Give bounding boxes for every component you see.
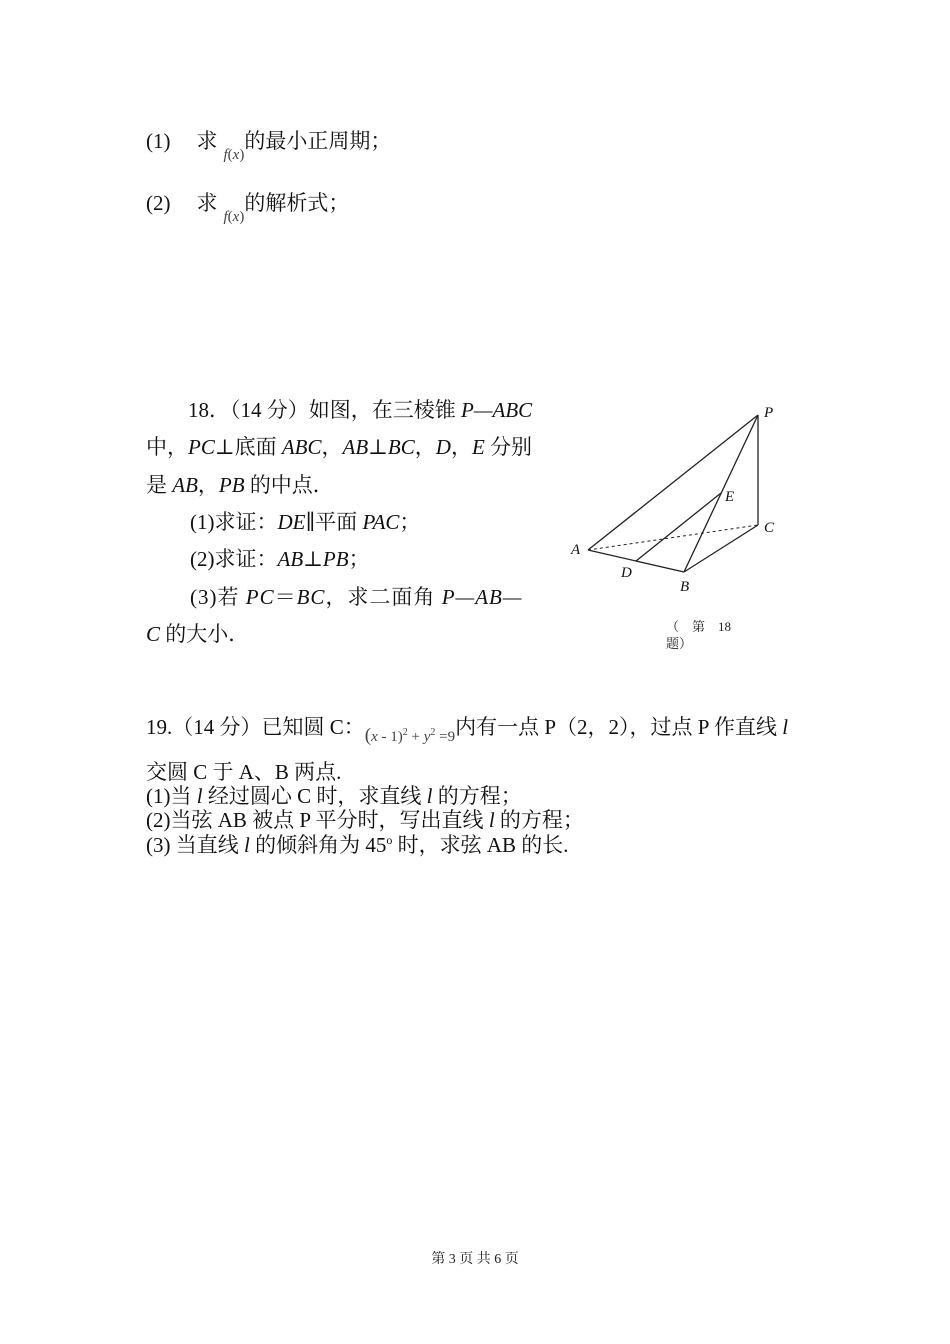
text: ＝ <box>274 585 297 609</box>
text: ； <box>348 547 370 571</box>
part-number: (2) <box>146 191 171 215</box>
eq-text: =9 <box>435 729 456 745</box>
math-var: l <box>426 784 433 808</box>
math-var: C <box>146 622 161 646</box>
text: (3)若 <box>190 585 246 609</box>
text: (1)求证： <box>190 510 278 534</box>
text: ∥平面 <box>305 510 363 534</box>
edge-AP <box>588 415 758 550</box>
eq-text: - 1) <box>377 729 403 745</box>
q18-sub3 <box>190 587 523 608</box>
q19-sub2 <box>146 810 584 831</box>
text: ⊥ <box>368 435 388 459</box>
label-E: E <box>725 489 735 505</box>
math-var: BC <box>296 585 326 609</box>
label-C: C <box>764 520 775 536</box>
text: 是 <box>146 473 173 497</box>
text: ， <box>414 435 436 459</box>
text: 的倾斜角为 45 <box>249 833 387 857</box>
text: ； <box>399 510 421 534</box>
q18-heading: 18．（14 分）如图，在三棱锥 <box>188 398 461 422</box>
q18-line3 <box>146 475 334 496</box>
eq-exponent: 2 <box>430 727 436 738</box>
text: 经过圆心 C 时，求直线 <box>202 784 427 808</box>
math-var: D <box>435 435 451 459</box>
math-var: AB <box>277 547 304 571</box>
part-number: (1) <box>146 129 171 153</box>
label-B: B <box>680 579 690 595</box>
math-var: PC <box>245 585 275 609</box>
q18-sub3-cont <box>146 624 249 645</box>
text: 内有一点 P（2，2），过点 P 作直线 <box>455 715 783 739</box>
math-var: AB <box>172 473 198 497</box>
text: 的大小． <box>160 622 250 646</box>
label-D: D <box>621 565 632 581</box>
func-arg: x <box>232 147 240 163</box>
text: 的方程； <box>494 808 584 832</box>
part-prefix: 求 <box>196 129 218 153</box>
math-var: l <box>196 784 203 808</box>
eq-exponent: 2 <box>402 727 408 738</box>
text: ， <box>321 435 343 459</box>
text: 的中点． <box>244 473 334 497</box>
text: 时，求弦 AB 的长. <box>392 833 569 857</box>
label-P: P <box>764 405 774 421</box>
text: ，求二面角 <box>325 585 442 609</box>
func-name: f <box>223 147 228 163</box>
part-prefix: 求 <box>196 191 218 215</box>
q18-line1 <box>188 400 532 421</box>
pyramid-figure <box>560 395 790 605</box>
part-suffix: 的解析式； <box>244 191 350 215</box>
q19-sub1 <box>146 786 522 807</box>
q18-expr: P—ABC <box>461 398 533 422</box>
math-var: PC <box>188 435 215 459</box>
edge-AC-hidden <box>588 525 758 550</box>
math-var: ABC <box>281 435 322 459</box>
text: ， <box>197 473 219 497</box>
math-var: PB <box>218 473 245 497</box>
math-var: DE <box>277 510 306 534</box>
label-A: A <box>571 542 581 558</box>
math-var: BC <box>387 435 415 459</box>
eq-var-y: y <box>423 729 431 745</box>
q17-part2: (2) 求$_{f(x)}$的解析式； <box>146 191 350 225</box>
q19-sub3 <box>146 834 569 856</box>
equation <box>364 725 456 746</box>
text: ⊥底面 <box>214 435 282 459</box>
q18-sub2 <box>190 549 370 570</box>
text: ⊥ <box>303 547 323 571</box>
func-arg: x <box>232 209 240 225</box>
part-suffix: 的最小正周期； <box>244 129 392 153</box>
text: (1)当 <box>146 784 197 808</box>
q18-line2 <box>146 437 532 458</box>
q19-line2: 交圆 C 于 A、B 两点. <box>146 760 342 784</box>
math-var: PB <box>322 547 349 571</box>
q18-sub1 <box>190 512 420 533</box>
math-var: l <box>782 715 789 739</box>
text: (2)求证： <box>190 547 278 571</box>
func-name: f <box>223 209 228 225</box>
math-var: PAC <box>362 510 400 534</box>
page-footer: 第 3 页 共 6 页 <box>431 1252 519 1267</box>
text: (3) 当直线 <box>146 833 244 857</box>
q17-part1: (1) 求$_{f(x)}$的最小正周期； <box>146 129 392 163</box>
degree-mark: o <box>386 833 393 847</box>
math-var: l <box>488 808 495 832</box>
math-var: AB <box>342 435 369 459</box>
eq-text: + <box>407 729 424 745</box>
text: ， <box>450 435 472 459</box>
math-var: E <box>471 435 485 459</box>
text: 分别 <box>484 435 533 459</box>
math-var: l <box>244 833 250 857</box>
figure-caption-line1: （ 第 18 <box>666 619 732 634</box>
figure-caption-line2: 题） <box>666 636 693 651</box>
math-var: P—AB— <box>441 585 523 609</box>
segment-DE <box>636 493 721 561</box>
eq-paren: ( <box>364 725 372 746</box>
q19-line1 <box>146 715 789 746</box>
text: 的方程； <box>432 784 522 808</box>
q19-heading: 19.（14 分）已知圆 C： <box>146 715 365 739</box>
eq-var-x: x <box>371 729 378 745</box>
text: 中， <box>146 435 188 459</box>
text: (2)当弦 AB 被点 P 平分时，写出直线 <box>146 808 489 832</box>
